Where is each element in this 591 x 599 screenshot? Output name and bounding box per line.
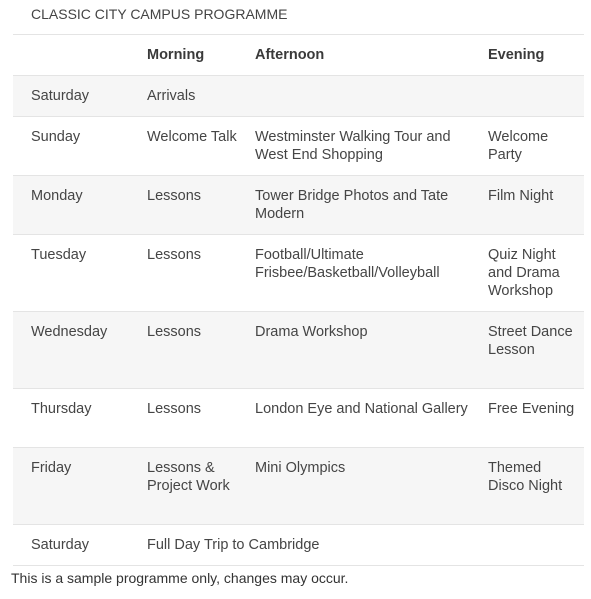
morning-cell: Lessons [147, 188, 202, 204]
day-cell: Monday [31, 188, 83, 204]
day-cell: Friday [31, 460, 72, 476]
evening-cell: Quiz Night and Drama Workshop [488, 247, 560, 299]
morning-cell: Lessons [147, 324, 202, 340]
table-row [13, 76, 584, 117]
day-cell: Sunday [31, 129, 81, 145]
table-row [13, 176, 584, 235]
table-caption: CLASSIC CITY CAMPUS PROGRAMME [31, 6, 288, 22]
table-row [13, 235, 584, 312]
evening-cell: Film Night [488, 188, 554, 204]
table-row [13, 389, 584, 448]
header-morning: Morning [147, 47, 205, 63]
day-cell: Wednesday [31, 324, 108, 340]
evening-cell: Themed Disco Night [488, 460, 563, 494]
header-evening: Evening [488, 47, 545, 63]
day-cell: Saturday [31, 537, 90, 553]
activity-cell: Full Day Trip to Cambridge [147, 537, 320, 553]
evening-cell: Free Evening [488, 401, 575, 417]
evening-cell: Street Dance Lesson [488, 324, 573, 358]
afternoon-cell: Football/Ultimate Frisbee/Basketball/Volleyball [255, 247, 440, 281]
day-cell: Thursday [31, 401, 92, 417]
evening-cell: Welcome Party [488, 129, 549, 163]
table-row [13, 117, 584, 176]
header-afternoon: Afternoon [255, 47, 325, 63]
activity-cell: Arrivals [147, 88, 196, 104]
table-row [13, 312, 584, 389]
morning-cell: Lessons & Project Work [147, 460, 230, 494]
afternoon-cell: Tower Bridge Photos and Tate Modern [255, 188, 449, 222]
morning-cell: Welcome Talk [147, 129, 237, 145]
table-row [13, 448, 584, 525]
programme-table [13, 34, 584, 566]
afternoon-cell: London Eye and National Gallery [255, 401, 468, 417]
table-row [13, 525, 584, 566]
morning-cell: Lessons [147, 247, 202, 263]
footer-note: This is a sample programme only, changes may occur. [11, 570, 349, 586]
afternoon-cell: Westminster Walking Tour and West End Shopping [255, 129, 451, 163]
day-cell: Tuesday [31, 247, 87, 263]
table-header-row [13, 35, 584, 76]
morning-cell: Lessons [147, 401, 202, 417]
afternoon-cell: Drama Workshop [255, 324, 368, 340]
afternoon-cell: Mini Olympics [255, 460, 346, 476]
day-cell: Saturday [31, 88, 90, 104]
